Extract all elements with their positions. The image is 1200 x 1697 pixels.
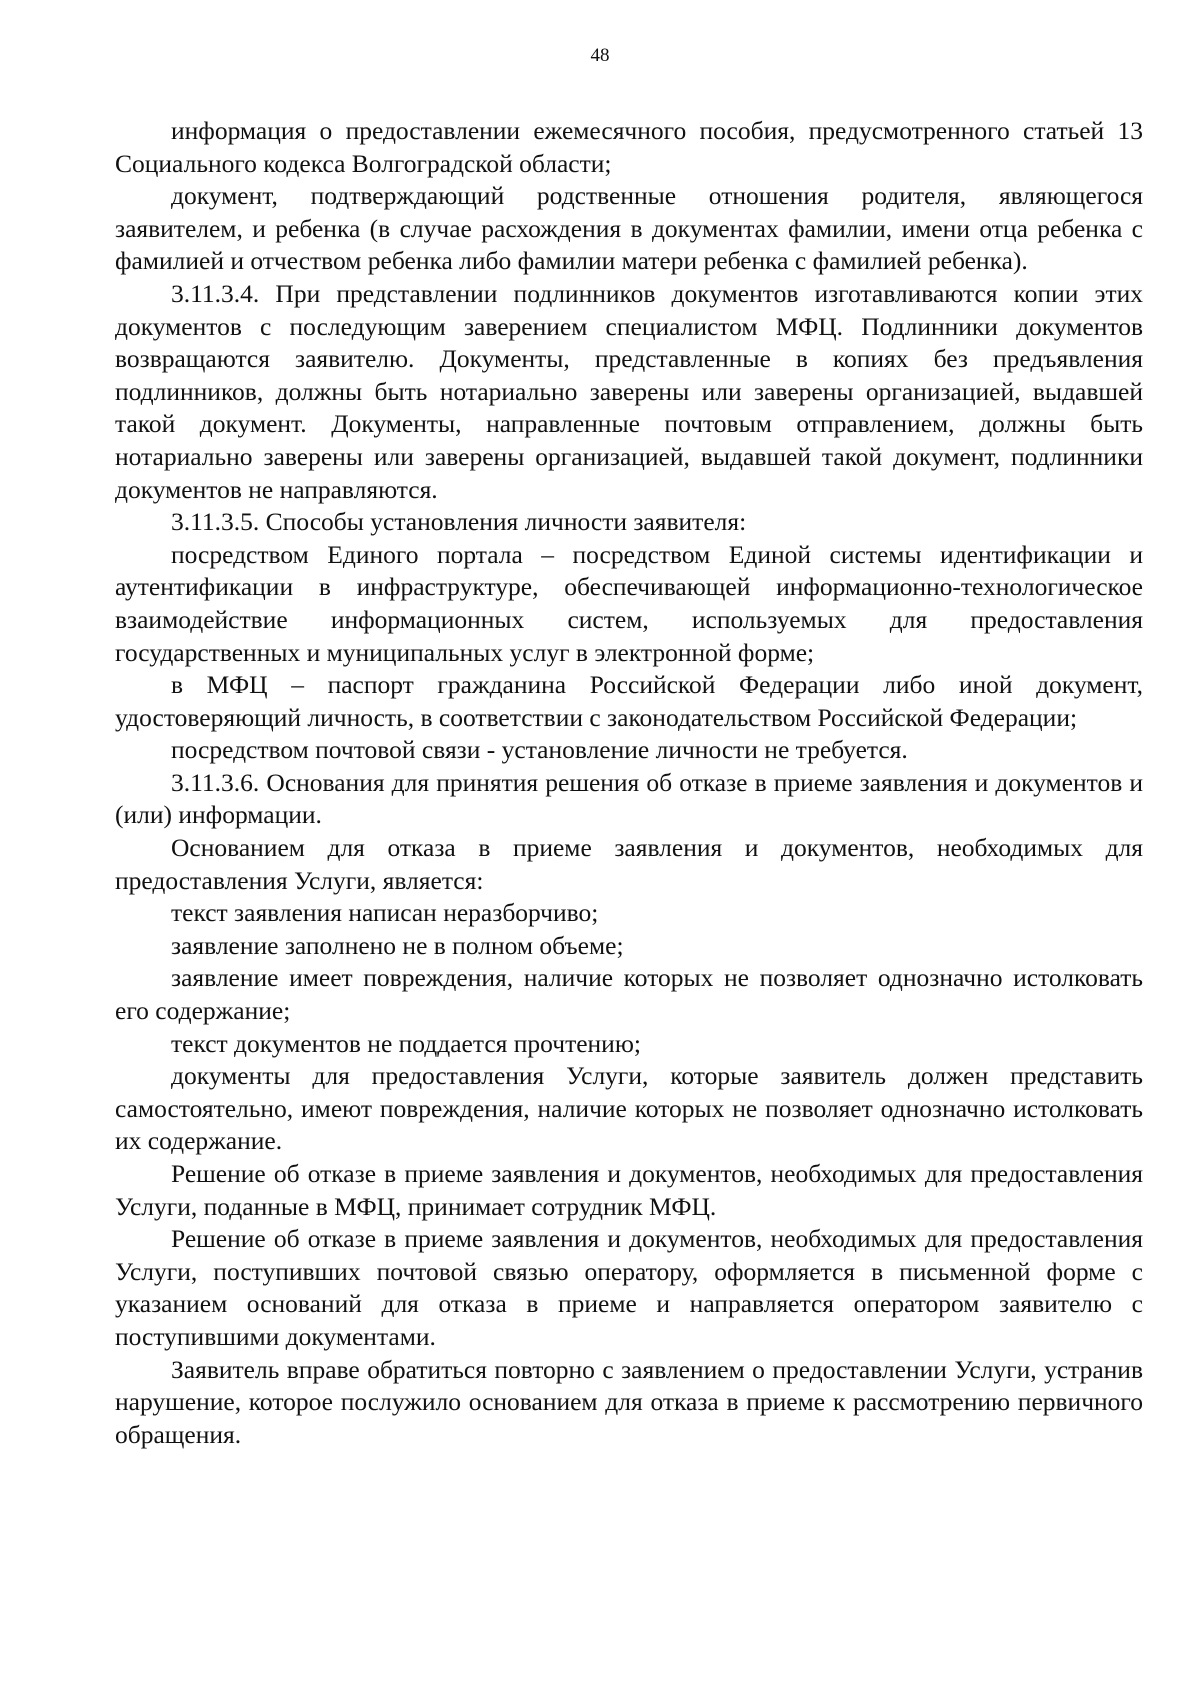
paragraph-17: Заявитель вправе обратиться повторно с заявлением о предоставлении Услуги, устранив нарушение, которое послужило основанием для отказа в приеме к рассмотрению первичного обращения. [115, 1354, 1143, 1449]
paragraph-14: документы для предоставления Услуги, которые заявитель должен представить самостоятельно, имеют повреждения, наличие которых не позволяет однозначно истолковать их содержание. [115, 1061, 1143, 1156]
paragraph-15: Решение об отказе в приеме заявления и документов, необходимых для предоставления Услуги, поданные в МФЦ, принимает сотрудник МФЦ. [115, 1159, 1143, 1221]
paragraph-1: информация о предоставлении ежемесячного пособия, предусмотренного статьей 13 Социального кодекса Волгоградской области; [115, 116, 1143, 178]
paragraph-2: документ, подтверждающий родственные отношения родителя, являющегося заявителем, и ребенка (в случае расхождения в документах фамилии, имени отца ребенка с фамилией и отчеством ребенка либо фамилии матери ребенка с фамилией ребенка). [115, 181, 1143, 276]
paragraph-5: посредством Единого портала – посредством Единой системы идентификации и аутентификации в инфраструктуре, обеспечивающей информационно-технологическое взаимодействие информационных систем, используемых для предоставления государственных и муниципальных услуг в электронной форме; [115, 539, 1143, 667]
paragraph-11: заявление заполнено не в полном объеме; [171, 930, 624, 960]
paragraph-16: Решение об отказе в приеме заявления и документов, необходимых для предоставления Услуги, поступивших почтовой связью оператору, оформляется в письменной форме с указанием оснований для отказа в приеме и направляется оператором заявителю с поступившими документами. [115, 1224, 1143, 1351]
paragraph-4: 3.11.3.5. Способы установления личности заявителя: [171, 507, 747, 537]
paragraph-9: Основанием для отказа в приеме заявления и документов, необходимых для предоставления Услуги, является: [115, 833, 1143, 895]
paragraph-12: заявление имеет повреждения, наличие которых не позволяет однозначно истолковать его содержание; [115, 963, 1143, 1026]
paragraph-10: текст заявления написан неразборчиво; [171, 898, 599, 928]
document-body [115, 115, 1143, 1451]
paragraph-13: текст документов не поддается прочтению; [171, 1028, 641, 1058]
paragraph-6: в МФЦ – паспорт гражданина Российской Федерации либо иной документ, удостоверяющий личность, в соответствии с законодательством Российской Федерации; [115, 670, 1143, 732]
page-number: 48 [590, 45, 610, 66]
paragraph-7: посредством почтовой связи - установление личности не требуется. [171, 735, 908, 765]
paragraph-3: 3.11.3.4. При представлении подлинников документов изготавливаются копии этих документов с последующим заверением специалистом МФЦ. Подлинники документов возвращаются заявителю. Документы, представленные в копиях без предъявления подлинников, должны быть нотариально заверены или заверены организацией, выдавшей такой документ. Документы, направленные почтовым отправлением, должны быть нотариально заверены или заверены организацией, выдавшей такой документ, подлинники документов не направляются. [115, 278, 1143, 504]
paragraph-8: 3.11.3.6. Основания для принятия решения об отказе в приеме заявления и документов и (или) информации. [115, 767, 1143, 830]
